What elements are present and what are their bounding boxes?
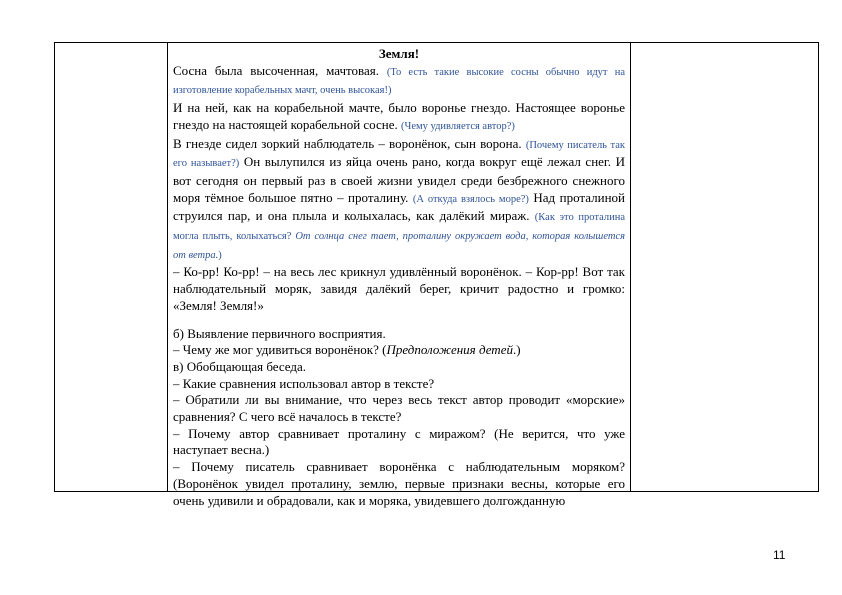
teacher-note: (Чему удивляется автор?) [401, 120, 515, 132]
question: – Почему писатель сравнивает воронёнка с наблюдательным моряком? (Воронёнок увидел проталину, землю, первые признаки весны, которые его очень удивили и обрадовали, как и моряка, увидевшего долгожданную [173, 459, 625, 508]
teacher-note: (А откуда взялось море?) [412, 193, 529, 205]
story-title: Земля! [378, 46, 420, 61]
question: – Обратили ли вы внимание, что через весь текст автор проводит «морские» сравнения? С чего всё началось в тексте? [173, 392, 625, 425]
story-paragraph: Сосна была высоченная, мачтовая. (То есть такие высокие сосны обычно идут на изготовление корабельных мачт, очень высокая!) [173, 62, 625, 97]
teacher-note-answer: От солнца снег тает, проталину окружает вода, которая колышется от ветра. [173, 231, 625, 261]
story-paragraph: И на ней, как на корабельной мачте, было воронье гнездо. Настоящее воронье гнездо на настоящей корабельной сосне. (Чему удивляется автор?) [173, 100, 625, 132]
lesson-table [54, 42, 819, 508]
question: – Чему же мог удивиться воронёнок? (Предположения детей.) [173, 342, 521, 358]
section-heading: в) Обобщающая беседа. [173, 358, 307, 374]
story-paragraph: В гнезде сидел зоркий наблюдатель – воронёнок, сын ворона. (Почему писатель так его называет?) Он вылупился из яйца очень рано, когда вокруг ещё лежал снег. И вот сегодня он первый раз в своей жизни увидел среди безбрежного снежного моря тёмное большое пятно – проталину. (А откуда взялось море?) Над проталиной струился пар, и она плыла и колыхалась, как далёкий мираж. (Как это проталина могла плыть, колыхаться? От солнца снег тает, проталину окружает вода, которая колышется от ветра.) [173, 135, 626, 261]
section-heading: б) Выявление первичного восприятия. [173, 325, 386, 341]
question: – Какие сравнения использовал автор в тексте? [173, 375, 435, 391]
table-column-right [630, 43, 818, 491]
teacher-note: (То есть такие высокие сосны обычно идут на изготовление корабельных мачт, очень высокая!) [173, 66, 625, 97]
table-column-content [168, 43, 630, 508]
page-number: 11 [773, 548, 786, 562]
teacher-note: (Почему писатель так его называет?) [173, 139, 625, 170]
table-column-left [55, 43, 168, 491]
teacher-note: (Как это проталина могла плыть, колыхаться? [173, 212, 625, 243]
story-paragraph: – Ко-рр! Ко-рр! – на весь лес крикнул удивлённый воронёнок. – Кор-рр! Вот так наблюдательный моряк, завидя далёкий берег, кричит радостно и громко: «Земля! Земля!» [173, 264, 625, 313]
question: – Почему автор сравнивает проталину с миражом? (Не верится, что уже наступает весна.) [173, 425, 625, 458]
